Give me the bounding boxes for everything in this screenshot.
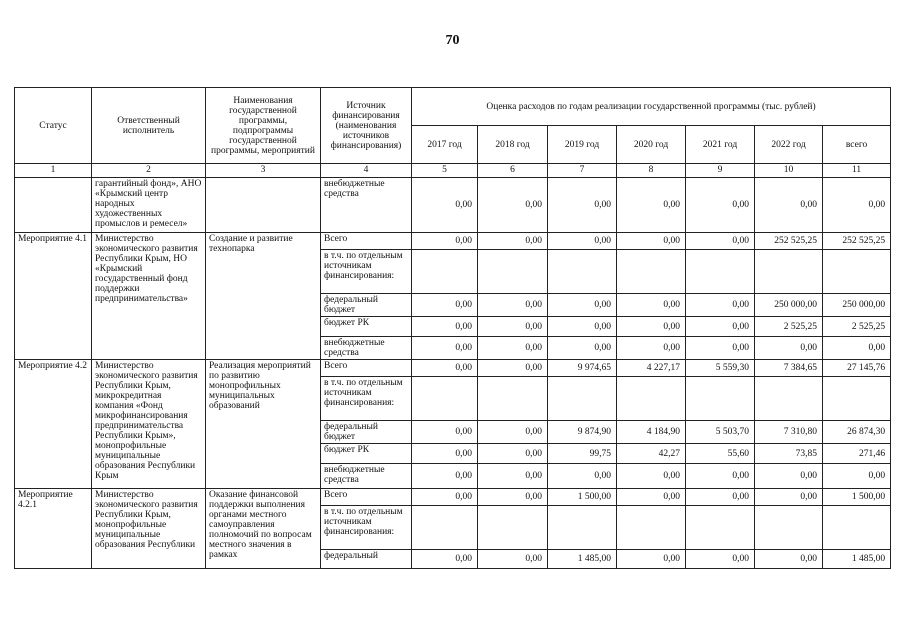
table-row — [15, 233, 891, 250]
column-number: 7 — [548, 164, 617, 178]
measure-name-cell: Создание и развитие технопарка — [206, 233, 321, 360]
year-value-cell — [755, 506, 823, 550]
year-value-cell: 0,00 — [478, 294, 548, 317]
year-value-cell: 0,00 — [478, 550, 548, 569]
year-value-cell: 0,00 — [548, 337, 617, 360]
funding-source-cell: в т.ч. по отдельным источникам финансирования: — [321, 377, 412, 421]
column-number: 8 — [617, 164, 686, 178]
measure-name-cell: Реализация мероприятий по развитию монопрофильных муниципальных образований — [206, 360, 321, 489]
header-year: 2020 год — [617, 126, 686, 164]
total-value-cell: 271,46 — [823, 444, 891, 464]
year-value-cell: 0,00 — [755, 464, 823, 489]
year-value-cell: 0,00 — [617, 178, 686, 233]
year-value-cell: 1 485,00 — [548, 550, 617, 569]
year-value-cell: 0,00 — [478, 489, 548, 506]
year-value-cell: 0,00 — [686, 464, 755, 489]
header-status: Статус — [15, 88, 92, 164]
table-row — [15, 489, 891, 506]
year-value-cell — [686, 506, 755, 550]
year-value-cell: 0,00 — [686, 294, 755, 317]
year-value-cell: 0,00 — [412, 489, 478, 506]
funding-source-cell: в т.ч. по отдельным источникам финансирования: — [321, 506, 412, 550]
header-year: 2018 год — [478, 126, 548, 164]
header-year: 2019 год — [548, 126, 617, 164]
year-value-cell — [755, 377, 823, 421]
year-value-cell: 0,00 — [548, 317, 617, 337]
funding-source-cell: бюджет РК — [321, 317, 412, 337]
year-value-cell: 0,00 — [755, 550, 823, 569]
year-value-cell: 7 384,65 — [755, 360, 823, 377]
funding-source-cell: внебюджетные средства — [321, 178, 412, 233]
responsible-cell: гарантийный фонд», АНО «Крымский центр народных художественных промыслов и ремесел» — [92, 178, 206, 233]
year-value-cell: 250 000,00 — [755, 294, 823, 317]
year-value-cell: 0,00 — [686, 317, 755, 337]
year-value-cell — [686, 377, 755, 421]
column-number: 2 — [92, 164, 206, 178]
year-value-cell — [478, 377, 548, 421]
column-number: 10 — [755, 164, 823, 178]
year-value-cell — [478, 250, 548, 294]
year-value-cell: 0,00 — [686, 550, 755, 569]
total-value-cell: 26 874,30 — [823, 421, 891, 444]
year-value-cell — [755, 250, 823, 294]
funding-source-cell: Всего — [321, 360, 412, 377]
year-value-cell: 0,00 — [478, 444, 548, 464]
total-value-cell — [823, 377, 891, 421]
year-value-cell: 0,00 — [617, 294, 686, 317]
column-number: 5 — [412, 164, 478, 178]
year-value-cell: 0,00 — [548, 233, 617, 250]
responsible-cell: Министерство экономического развития Республики Крым, микрокредитная компания «Фонд микрофинансирования предпринимательства Республики Крым», монопрофильные муниципальные образования Республики Крым — [92, 360, 206, 489]
year-value-cell: 9 974,65 — [548, 360, 617, 377]
total-value-cell: 2 525,25 — [823, 317, 891, 337]
header-row-1 — [15, 88, 891, 126]
year-value-cell: 0,00 — [617, 464, 686, 489]
year-value-cell — [548, 506, 617, 550]
header-estimate: Оценка расходов по годам реализации государственной программы (тыс. рублей) — [412, 88, 891, 126]
status-cell: Мероприятие 4.2 — [15, 360, 92, 489]
year-value-cell: 0,00 — [412, 464, 478, 489]
funding-source-cell: федеральный — [321, 550, 412, 569]
year-value-cell: 0,00 — [478, 464, 548, 489]
year-value-cell — [412, 250, 478, 294]
year-value-cell: 0,00 — [755, 489, 823, 506]
total-value-cell: 27 145,76 — [823, 360, 891, 377]
total-value-cell: 0,00 — [823, 337, 891, 360]
measure-name-cell — [206, 178, 321, 233]
year-value-cell: 4 227,17 — [617, 360, 686, 377]
table-row — [15, 360, 891, 377]
funding-source-cell: Всего — [321, 489, 412, 506]
year-value-cell: 73,85 — [755, 444, 823, 464]
funding-source-cell: федеральный бюджет — [321, 421, 412, 444]
total-value-cell: 250 000,00 — [823, 294, 891, 317]
responsible-cell: Министерство экономического развития Республики Крым, монопрофильные муниципальные образования Республики — [92, 489, 206, 569]
year-value-cell: 0,00 — [478, 178, 548, 233]
column-number: 9 — [686, 164, 755, 178]
year-value-cell: 0,00 — [686, 337, 755, 360]
year-value-cell: 0,00 — [548, 464, 617, 489]
year-value-cell: 0,00 — [617, 317, 686, 337]
year-value-cell: 5 503,70 — [686, 421, 755, 444]
year-value-cell: 0,00 — [412, 421, 478, 444]
year-value-cell: 5 559,30 — [686, 360, 755, 377]
responsible-cell: Министерство экономического развития Республики Крым, НО «Крымский государственный фонд поддержки предпринимательства» — [92, 233, 206, 360]
year-value-cell: 252 525,25 — [755, 233, 823, 250]
year-value-cell — [548, 250, 617, 294]
year-value-cell: 0,00 — [686, 178, 755, 233]
year-value-cell: 1 500,00 — [548, 489, 617, 506]
status-cell: Мероприятие 4.1 — [15, 233, 92, 360]
year-value-cell: 0,00 — [412, 317, 478, 337]
year-value-cell: 55,60 — [686, 444, 755, 464]
total-value-cell — [823, 250, 891, 294]
year-value-cell: 0,00 — [617, 337, 686, 360]
total-value-cell — [823, 506, 891, 550]
year-value-cell: 0,00 — [478, 360, 548, 377]
year-value-cell: 0,00 — [478, 421, 548, 444]
total-value-cell: 0,00 — [823, 178, 891, 233]
measure-name-cell: Оказание финансовой поддержки выполнения органами местного самоуправления полномочий по вопросам местного значения в рамках — [206, 489, 321, 569]
year-value-cell: 0,00 — [412, 294, 478, 317]
year-value-cell: 0,00 — [548, 294, 617, 317]
year-value-cell: 0,00 — [412, 444, 478, 464]
year-value-cell: 0,00 — [686, 233, 755, 250]
year-value-cell: 2 525,25 — [755, 317, 823, 337]
column-number: 4 — [321, 164, 412, 178]
year-value-cell: 0,00 — [755, 178, 823, 233]
header-year: 2021 год — [686, 126, 755, 164]
table-body — [15, 178, 891, 569]
column-number: 6 — [478, 164, 548, 178]
total-value-cell: 252 525,25 — [823, 233, 891, 250]
budget-table — [14, 87, 891, 569]
total-value-cell: 1 485,00 — [823, 550, 891, 569]
total-value-cell: 1 500,00 — [823, 489, 891, 506]
year-value-cell: 0,00 — [412, 178, 478, 233]
page-number: 70 — [445, 33, 460, 48]
header-source: Источник финансирования (наименования источников финансирования) — [321, 88, 412, 164]
year-value-cell: 0,00 — [617, 550, 686, 569]
funding-source-cell: Всего — [321, 233, 412, 250]
year-value-cell: 0,00 — [412, 337, 478, 360]
year-value-cell — [617, 506, 686, 550]
total-value-cell: 0,00 — [823, 464, 891, 489]
year-value-cell — [478, 506, 548, 550]
header-year: 2017 год — [412, 126, 478, 164]
column-number: 3 — [206, 164, 321, 178]
year-value-cell — [617, 250, 686, 294]
year-value-cell: 0,00 — [412, 550, 478, 569]
year-value-cell: 0,00 — [412, 360, 478, 377]
header-year: 2022 год — [755, 126, 823, 164]
year-value-cell: 0,00 — [412, 233, 478, 250]
header-responsible: Ответственный исполнитель — [92, 88, 206, 164]
header-name: Наименования государственной программы, подпрограммы государственной программы, мероприятий — [206, 88, 321, 164]
year-value-cell — [617, 377, 686, 421]
funding-source-cell: внебюджетные средства — [321, 464, 412, 489]
status-cell — [15, 178, 92, 233]
year-value-cell: 4 184,90 — [617, 421, 686, 444]
year-value-cell: 42,27 — [617, 444, 686, 464]
funding-source-cell: федеральный бюджет — [321, 294, 412, 317]
year-value-cell: 99,75 — [548, 444, 617, 464]
year-value-cell: 0,00 — [478, 337, 548, 360]
year-value-cell: 7 310,80 — [755, 421, 823, 444]
year-value-cell — [412, 377, 478, 421]
funding-source-cell: бюджет РК — [321, 444, 412, 464]
year-value-cell: 0,00 — [617, 233, 686, 250]
year-value-cell: 0,00 — [478, 317, 548, 337]
year-value-cell — [548, 377, 617, 421]
column-number-row — [15, 164, 891, 178]
year-value-cell: 0,00 — [478, 233, 548, 250]
column-number: 1 — [15, 164, 92, 178]
funding-source-cell: внебюджетные средства — [321, 337, 412, 360]
year-value-cell: 0,00 — [617, 489, 686, 506]
year-value-cell — [686, 250, 755, 294]
table-row — [15, 178, 891, 233]
year-value-cell: 0,00 — [755, 337, 823, 360]
funding-source-cell: в т.ч. по отдельным источникам финансирования: — [321, 250, 412, 294]
status-cell: Мероприятие 4.2.1 — [15, 489, 92, 569]
year-value-cell — [412, 506, 478, 550]
year-value-cell: 0,00 — [686, 489, 755, 506]
column-number: 11 — [823, 164, 891, 178]
header-total: всего — [823, 126, 891, 164]
year-value-cell: 9 874,90 — [548, 421, 617, 444]
year-value-cell: 0,00 — [548, 178, 617, 233]
